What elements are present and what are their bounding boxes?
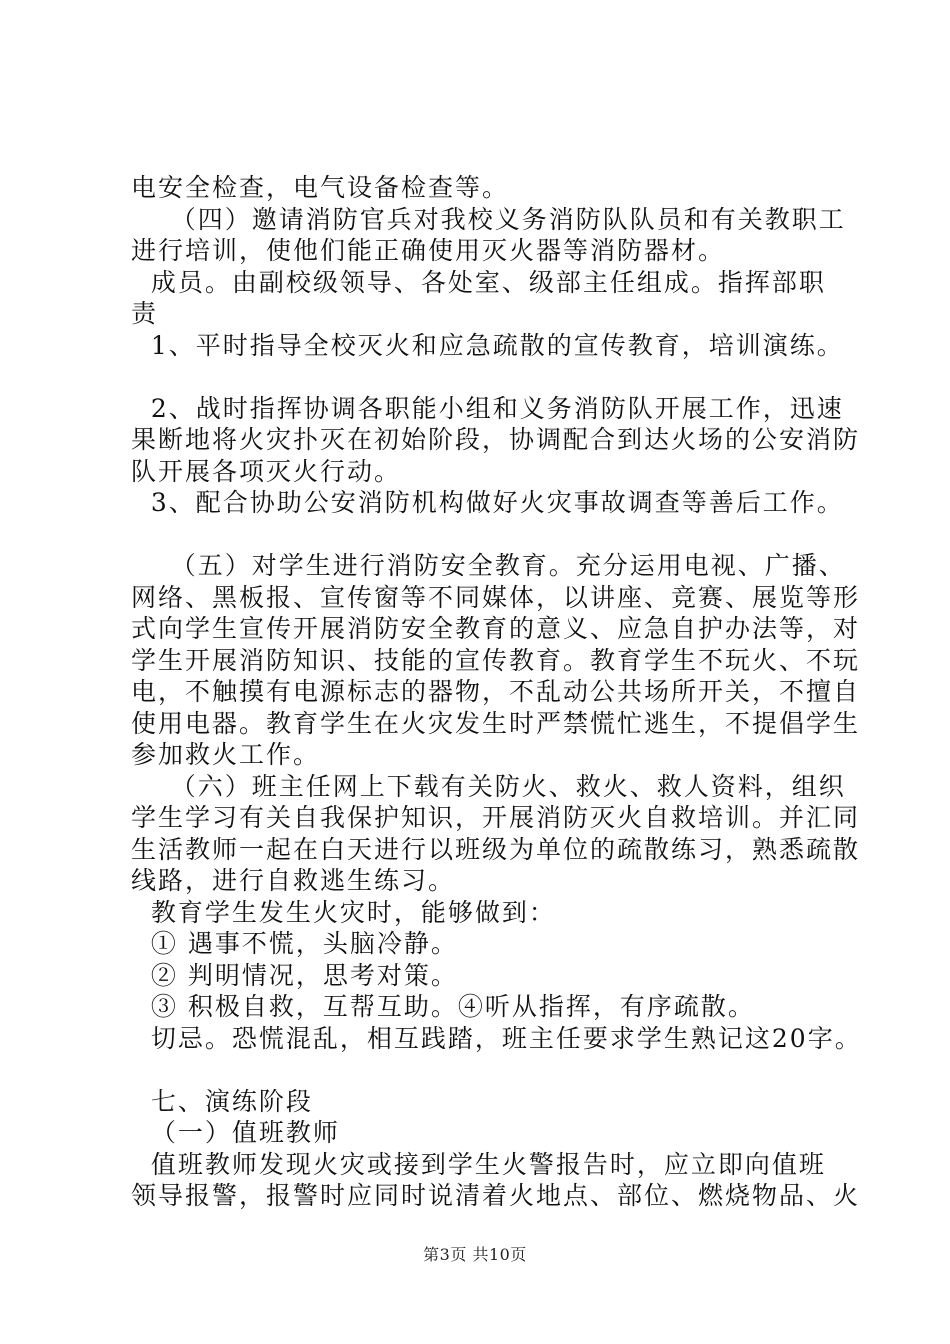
text-line: 成员。由副校级领导、各处室、级部主任组成。指挥部职 (131, 267, 826, 297)
text-line: 领导报警，报警时应同时说清着火地点、部位、燃烧物品、火 (131, 1181, 861, 1210)
text-line: 3、配合协助公安消防机构做好火灾事故调查等善后工作。 (131, 488, 844, 517)
blank-line (131, 361, 831, 393)
text-line: ① 遇事不慌，头脑冷静。 (131, 929, 458, 958)
blank-line (131, 519, 831, 551)
text-line: 果断地将火灾扑灭在初始阶段，协调配合到达火场的公安消防 (131, 425, 861, 454)
text-line: 七、演练阶段 (131, 1086, 313, 1116)
text-line: 教育学生发生火灾时，能够做到： (131, 897, 556, 927)
text-line: 责 (131, 299, 159, 328)
text-line: 2、战时指挥协调各职能小组和义务消防队开展工作，迅速 (131, 393, 844, 423)
text-line: ③ 积极自救，互帮互助。④听从指挥，有序疏散。 (131, 992, 755, 1021)
text-line: 生活教师一起在白天进行以班级为单位的疏散练习，熟悉疏散 (131, 834, 861, 864)
text-line: 电，不触摸有电源标志的器物，不乱动公共场所开关，不擅自 (131, 677, 861, 706)
text-line: 参加救火工作。 (131, 740, 321, 769)
text-line: （一）值班教师 (131, 1118, 340, 1147)
text-line: 1、平时指导全校灭火和应急疏散的宣传教育，培训演练。 (131, 330, 844, 360)
text-line: 进行培训，使他们能正确使用灭火器等消防器材。 (131, 236, 726, 265)
document-body (131, 172, 862, 1212)
text-line: 学生开展消防知识、技能的宣传教育。教育学生不玩火、不玩 (131, 645, 861, 675)
text-line: 值班教师发现火灾或接到学生火警报告时，应立即向值班 (131, 1149, 826, 1179)
text-line: 线路，进行自救逃生练习。 (131, 866, 456, 895)
text-line: 网络、黑板报、宣传窗等不同媒体，以讲座、竞赛、展览等形 (131, 582, 861, 612)
text-line: 电安全检查，电气设备检查等。 (131, 173, 510, 202)
text-line: 使用电器。教育学生在火灾发生时严禁慌忙逃生，不提倡学生 (131, 708, 861, 738)
text-line: （五）对学生进行消防安全教育。充分运用电视、广播、 (131, 551, 846, 580)
text-line: 队开展各项灭火行动。 (131, 456, 402, 486)
text-line: 学生学习有关自我保护知识，开展消防灭火自救培训。并汇同 (131, 803, 861, 832)
text-line: （四）邀请消防官兵对我校义务消防队队员和有关教职工 (131, 204, 846, 234)
text-line: 切忌。恐慌混乱，相互践踏，班主任要求学生熟记这20字。 (131, 1023, 862, 1053)
page-footer: 第3页 共10页 (423, 1245, 527, 1264)
text-line: 式向学生宣传开展消防安全教育的意义、应急自护办法等，对 (131, 614, 861, 643)
text-line: （六）班主任网上下载有关防火、救火、救人资料，组织 (131, 771, 846, 801)
text-line: ② 判明情况，思考对策。 (131, 960, 458, 990)
blank-line (131, 1054, 831, 1086)
